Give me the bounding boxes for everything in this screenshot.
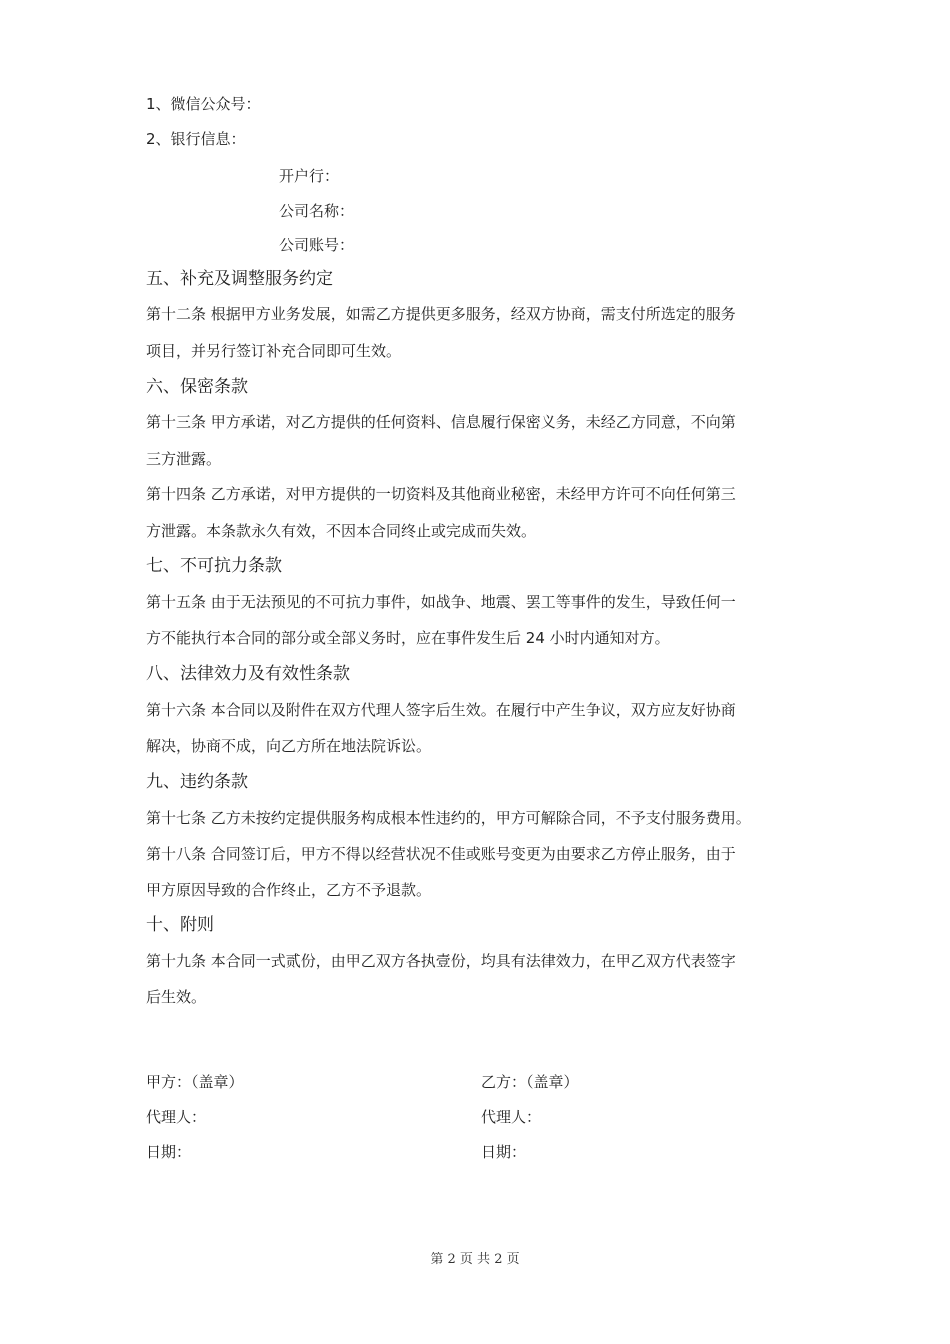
article-13-line-2: 三方泄露。 bbox=[146, 450, 222, 468]
party-a-agent: 代理人： bbox=[146, 1108, 207, 1126]
section-heading: 七、不可抗力条款 bbox=[146, 556, 282, 576]
bank-info-line: 2、银行信息： bbox=[146, 130, 246, 148]
section-heading: 八、法律效力及有效性条款 bbox=[146, 664, 350, 684]
section-heading: 六、保密条款 bbox=[146, 377, 248, 397]
party-b-date: 日期： bbox=[481, 1143, 527, 1161]
article-18-line-2: 甲方原因导致的合作终止，乙方不予退款。 bbox=[146, 881, 432, 899]
article-15-line-2: 方不能执行本合同的部分或全部义务时，应在事件发生后 24 小时内通知对方。 bbox=[146, 629, 670, 647]
company-name-line: 公司名称： bbox=[279, 202, 355, 220]
article-15-line-1: 第十五条 由于无法预见的不可抗力事件，如战争、地震、罢工等事件的发生，导致任何一 bbox=[146, 593, 736, 611]
wechat-line: 1、微信公众号： bbox=[146, 95, 261, 113]
page-number: 第 2 页 共 2 页 bbox=[430, 1252, 520, 1267]
company-account-line: 公司账号： bbox=[279, 236, 355, 254]
party-a-seal: 甲方：（盖章） bbox=[146, 1073, 244, 1091]
article-16-line-2: 解决，协商不成，向乙方所在地法院诉讼。 bbox=[146, 737, 432, 755]
party-b-seal: 乙方：（盖章） bbox=[481, 1073, 579, 1091]
party-a-date: 日期： bbox=[146, 1143, 192, 1161]
article-17-line-1: 第十七条 乙方未按约定提供服务构成根本性违约的，甲方可解除合同，不予支付服务费用。 bbox=[146, 809, 751, 827]
article-19-line-2: 后生效。 bbox=[146, 988, 207, 1006]
section-heading: 五、补充及调整服务约定 bbox=[146, 269, 333, 289]
article-14-line-2: 方泄露。本条款永久有效，不因本合同终止或完成而失效。 bbox=[146, 522, 537, 540]
bank-name-line: 开户行： bbox=[279, 167, 340, 185]
article-12-line-2: 项目，并另行签订补充合同即可生效。 bbox=[146, 342, 402, 360]
section-heading: 九、违约条款 bbox=[146, 772, 248, 792]
section-heading: 十、附则 bbox=[146, 915, 214, 935]
article-18-line-1: 第十八条 合同签订后，甲方不得以经营状况不佳或账号变更为由要求乙方停止服务，由于 bbox=[146, 845, 736, 863]
party-b-agent: 代理人： bbox=[481, 1108, 542, 1126]
article-12-line-1: 第十二条 根据甲方业务发展，如需乙方提供更多服务，经双方协商，需支付所选定的服务 bbox=[146, 305, 736, 323]
article-16-line-1: 第十六条 本合同以及附件在双方代理人签字后生效。在履行中产生争议，双方应友好协商 bbox=[146, 701, 736, 719]
article-14-line-1: 第十四条 乙方承诺，对甲方提供的一切资料及其他商业秘密，未经甲方许可不向任何第三 bbox=[146, 485, 736, 503]
article-19-line-1: 第十九条 本合同一式贰份，由甲乙双方各执壹份，均具有法律效力，在甲乙双方代表签字 bbox=[146, 952, 736, 970]
article-13-line-1: 第十三条 甲方承诺，对乙方提供的任何资料、信息履行保密义务，未经乙方同意，不向第 bbox=[146, 413, 736, 431]
